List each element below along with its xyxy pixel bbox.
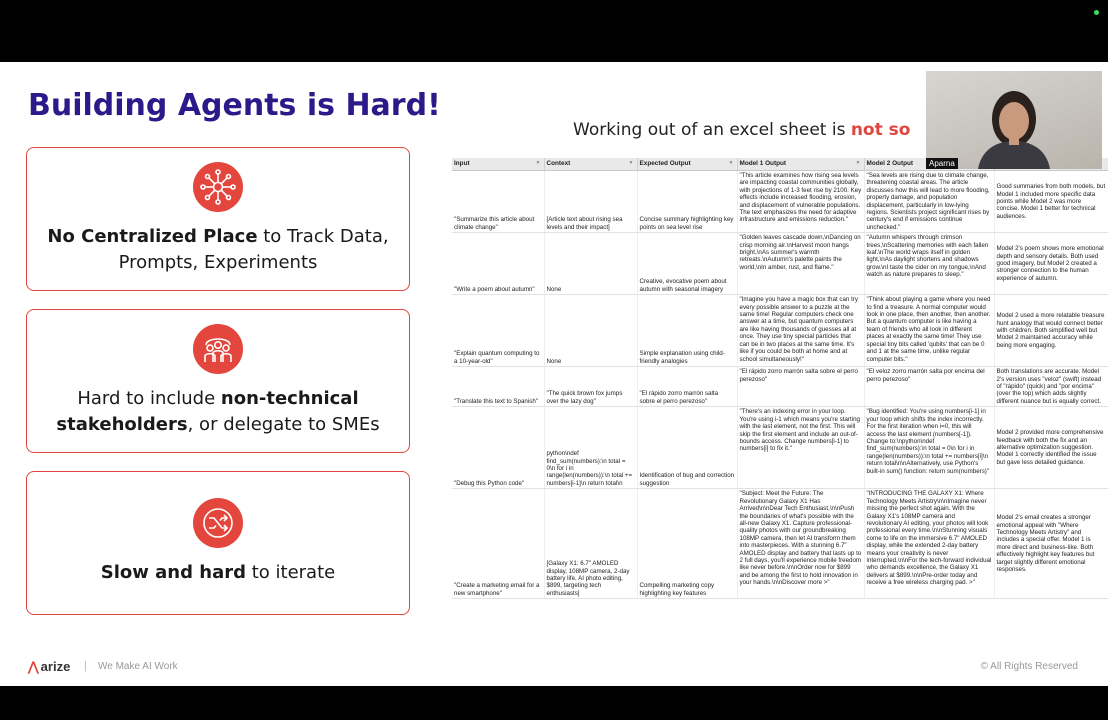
comparison-table: [452, 158, 1108, 599]
cell-model-1-output[interactable]: "Imagine you have a magic box that can try every possible answer to a puzzle at the same time! Regular computers check one answer at a time, but quantum computers are like having thousands of guesses all at once. They use tiny special particles that can be in two places at the same time. It's like if you could be both at home and at school simultaneously!": [737, 295, 864, 367]
table-row: [452, 367, 1108, 407]
cell-expected-output[interactable]: Compelling marketing copy highlighting key features: [637, 489, 737, 599]
cell-context[interactable]: None: [544, 295, 637, 367]
people-group-icon: [193, 324, 243, 374]
table-body: [452, 171, 1108, 599]
cell-context[interactable]: None: [544, 233, 637, 295]
cell-expected-output[interactable]: Identification of bug and correction suggestion: [637, 407, 737, 489]
table-row: [452, 233, 1108, 295]
cell-expected-output[interactable]: Creative, evocative poem about autumn with seasonal imagery: [637, 233, 737, 295]
card-text: [37, 224, 399, 276]
footer-separator: |: [84, 660, 87, 672]
cell-context[interactable]: "The quick brown fox jumps over the lazy dog": [544, 367, 637, 407]
subtitle-emphasis: not so: [850, 120, 911, 140]
cell-context[interactable]: [Galaxy X1: 6.7" AMOLED display, 108MP camera, 2-day battery life, AI photo editing, $899, targeting tech enthusiasts]: [544, 489, 637, 599]
cell-evaluation[interactable]: Model 2's email creates a stronger emotional appeal with "Where Technology Meets Artistry" and includes a special offer. Model 1 is more direct and business-like. Both effectively highlight key features but target slightly different emotional responses.: [994, 489, 1108, 599]
card-bold-text: No Centralized Place: [47, 226, 258, 247]
column-header-input[interactable]: Input ▼: [452, 158, 544, 171]
cell-expected-output[interactable]: Concise summary highlighting key points on sea level rise: [637, 171, 737, 233]
cell-evaluation[interactable]: Model 2 used a more relatable treasure hunt analogy that would connect better with children. Both simplified well but Model 2 maintained accuracy while being more engaging.: [994, 295, 1108, 367]
cell-input[interactable]: "Summarize this article about climate change": [452, 171, 544, 233]
filter-caret-icon[interactable]: ▼: [855, 160, 861, 166]
cell-model-2-output[interactable]: "Bug identified: You're using numbers[i-1] in your loop which shifts the index incorrectly. For the first iteration when i=0, this will access the last element (numbers[-1]). Change to:\npython\ndef find_sum(numbers):\n total = 0\n for i in range(len(numbers)):\n total += numbers[i]\n return total\n\nAlternatively, use Python's built-in sum() function: return sum(numbers)": [864, 407, 994, 489]
card-bold-text: non-technical stakeholders: [56, 388, 359, 435]
cell-evaluation[interactable]: Model 2's poem shows more emotional depth and sensory details. Both used good imagery, but Model 2 created a stronger connection to the human experience of autumn.: [994, 233, 1108, 295]
card-plain-text: , or delegate to SMEs: [187, 414, 380, 435]
cell-input[interactable]: "Translate this text to Spanish": [452, 367, 544, 407]
column-header-model-2-output[interactable]: Model 2 Output: [864, 158, 994, 171]
cell-context[interactable]: [Article text about rising sea levels and their impact]: [544, 171, 637, 233]
card-text: [37, 386, 399, 438]
shuffle-arrows-icon: [193, 498, 243, 548]
card-slow-and-hard: [26, 471, 410, 615]
column-header-context[interactable]: Context ▼: [544, 158, 637, 171]
filter-caret-icon[interactable]: ▼: [628, 160, 634, 166]
cell-model-2-output[interactable]: "INTRODUCING THE GALAXY X1: Where Technology Meets Artistry\n\nImagine never missing the perfect shot again. With the Galaxy X1's 108MP camera and revolutionary AI editing, your photos will look professional every time.\n\nStunning visuals come to life on the immersive 6.7" AMOLED display, while the extended 2-day battery means your creativity is never interrupted.\n\nFor the tech-forward individual who demands excellence, the Galaxy X1 delivers at $899.\n\nPre-order today and receive a free wireless charging pad. >": [864, 489, 994, 599]
cell-model-2-output[interactable]: "Sea levels are rising due to climate change, threatening coastal areas. The article discusses how this will lead to more flooding, property damage, and population displacement, particularly in low-lying regions. Scientists project significant rises by century's end if emissions continue unchecked.": [864, 171, 994, 233]
cell-model-1-output[interactable]: "El rápido zorro marrón salta sobre el perro perezoso": [737, 367, 864, 407]
table-row: [452, 489, 1108, 599]
subtitle-plain: Working out of an excel sheet is: [573, 120, 851, 140]
cell-model-2-output[interactable]: "Autumn whispers through crimson trees,\nScattering memories with each fallen leaf.\nThe world wraps itself in golden light,\nAs daylight shortens and shadows grow.\nI taste the cider on my tongue,\nAnd watch as nature prepares to sleep.": [864, 233, 994, 295]
cell-input[interactable]: "Create a marketing email for a new smartphone": [452, 489, 544, 599]
cell-input[interactable]: "Write a poem about autumn": [452, 233, 544, 295]
cell-model-2-output[interactable]: "Think about playing a game where you need to find a treasure. A normal computer would look in one place, then another, then another. But a quantum computer is like having a team of friends who all look in different places at exactly the same time! They use special tiny bits called 'qubits' that can be 0 and 1 at the same time, unlike regular computer bits.": [864, 295, 994, 367]
spreadsheet-screenshot: [452, 158, 1108, 613]
cell-model-2-output[interactable]: "El veloz zorro marrón salta por encima del perro perezoso": [864, 367, 994, 407]
cell-model-1-output[interactable]: "Golden leaves cascade down,\nDancing on crisp morning air.\nHarvest moon hangs bright,\nAs summer's warmth retreats.\nAutumn's palette paints the world,\nIn amber, rust, and flame.": [737, 233, 864, 295]
card-non-technical-stakeholders: [26, 309, 410, 453]
cell-expected-output[interactable]: Simple explanation using child-friendly analogies: [637, 295, 737, 367]
recording-indicator: [1094, 10, 1099, 15]
table-row: [452, 407, 1108, 489]
cell-evaluation[interactable]: Model 2 provided more comprehensive feedback with both the fix and an alternative optimization suggestion. Model 1 correctly identified the issue but gave less detailed guidance.: [994, 407, 1108, 489]
filter-caret-icon[interactable]: ▼: [535, 160, 541, 166]
slide-subtitle: [573, 120, 910, 140]
cell-expected-output[interactable]: "El rápido zorro marrón salta sobre el perro perezoso": [637, 367, 737, 407]
slide-footer: [0, 657, 1108, 677]
arize-logo: ⋀ arize: [28, 659, 71, 674]
presenter-name: Aparna: [926, 158, 958, 169]
webcam-overlay: [926, 71, 1102, 169]
footer-tagline: We Make AI Work: [98, 661, 178, 672]
table-row: [452, 171, 1108, 233]
cell-input[interactable]: "Debug this Python code": [452, 407, 544, 489]
footer-rights: © All Rights Reserved: [980, 661, 1078, 672]
card-plain-text: Hard to include: [77, 388, 221, 409]
column-header-expected-output[interactable]: Expected Output ▼: [637, 158, 737, 171]
column-header-model-1-output[interactable]: Model 1 Output ▼: [737, 158, 864, 171]
cell-evaluation[interactable]: Both translations are accurate. Model 2's version uses "veloz" (swift) instead of "rápido" (quick) and "por encima" (over the top) which adds slightly different nuance but is equally correct.: [994, 367, 1108, 407]
cell-evaluation[interactable]: Good summaries from both models, but Model 1 included more specific data points while Model 2 was more concise. Model 1 better for technical audiences.: [994, 171, 1108, 233]
filter-caret-icon[interactable]: ▼: [728, 160, 734, 166]
card-plain-text: to iterate: [246, 562, 336, 583]
presenter-video-icon: [926, 71, 1102, 169]
card-bold-text: Slow and hard: [100, 562, 246, 583]
card-plain-text: to Track Data, Prompts, Experiments: [118, 226, 389, 273]
table-row: [452, 295, 1108, 367]
cell-model-1-output[interactable]: "Subject: Meet the Future: The Revolutionary Galaxy X1 Has Arrived\n\nDear Tech Enthusiast,\n\nPush the boundaries of what's possible with the all-new Galaxy X1. Capture professional-quality photos with our groundbreaking 108MP camera, then let AI transform them into masterpieces. With a stunning 6.7" AMOLED display and battery that lasts up to 2 full days, you'll experience mobile freedom like never before.\n\nOrder now for $899 and be among the first to hold innovation in your hands.\n\nDiscover more >": [737, 489, 864, 599]
card-text: [37, 560, 399, 586]
network-nodes-icon: [193, 162, 243, 212]
arize-logo-mark-icon: ⋀: [28, 659, 39, 674]
cell-input[interactable]: "Explain quantum computing to a 10-year-old": [452, 295, 544, 367]
cell-context[interactable]: python\ndef find_sum(numbers):\n total = 0\n for i in range(len(numbers)):\n total += numbers[i-1]\n return total\n: [544, 407, 637, 489]
cell-model-1-output[interactable]: "There's an indexing error in your loop. You're using i-1 which means you're starting with the last element, not the first. This will skip the first element and include an out-of-bounds access. Change numbers[i-1] to numbers[i] to fix it.": [737, 407, 864, 489]
cell-model-1-output[interactable]: "This article examines how rising sea levels are impacting coastal communities globally, with projections of 1-3 feet rise by 2100. Key effects include increased flooding, erosion, and displacement of vulnerable populations. The text emphasizes the need for adaptive infrastructure and emissions reduction.": [737, 171, 864, 233]
slide-title: Building Agents is Hard!: [28, 88, 441, 123]
card-no-centralized-place: [26, 147, 410, 291]
